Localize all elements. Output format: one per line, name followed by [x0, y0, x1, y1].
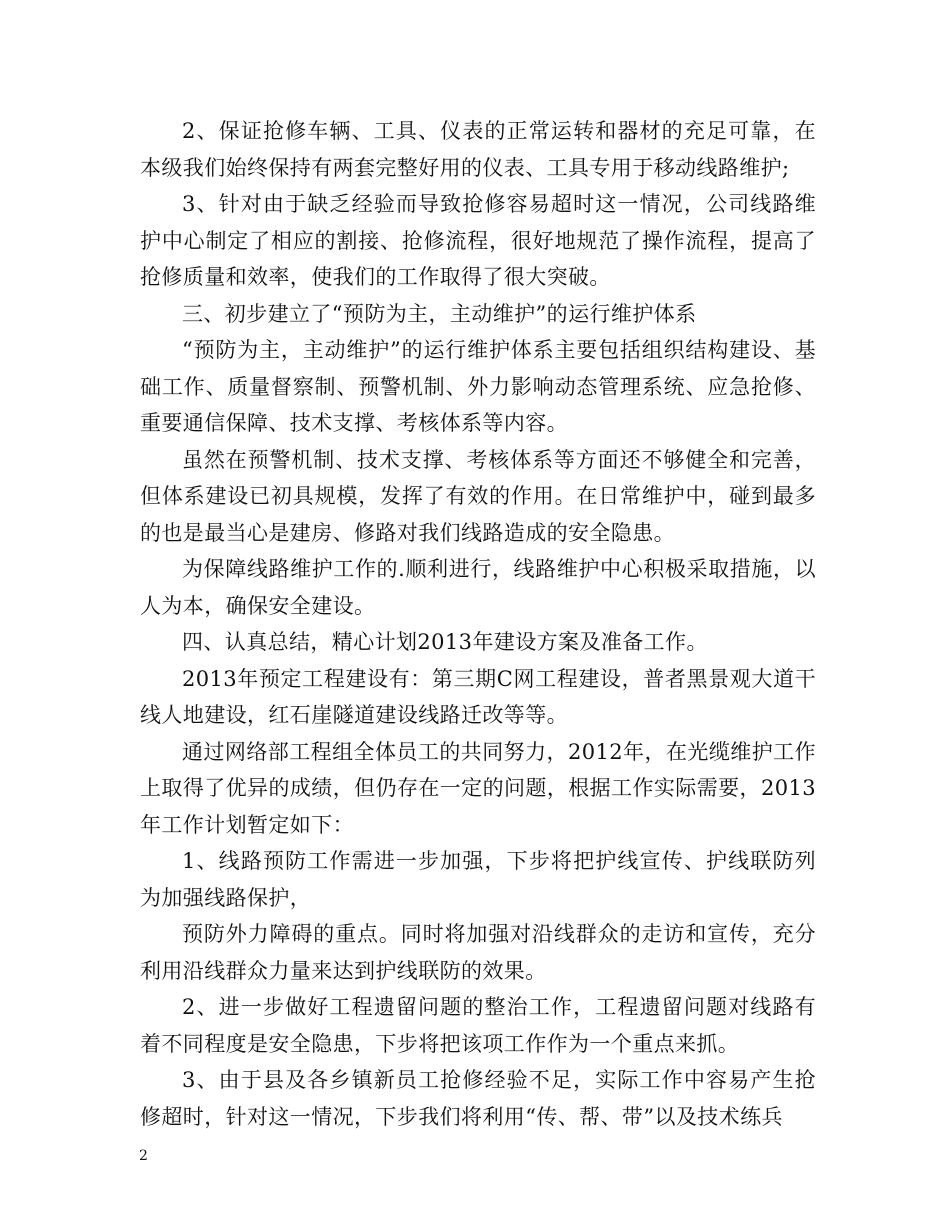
page-number: 2: [139, 1148, 148, 1164]
paragraph-11: 预防外力障碍的重点。同时将加强对沿线群众的走访和宣传，充分利用沿线群众力量来达到护线联防的效果。: [140, 922, 816, 983]
paragraph-6: 为保障线路维护工作的.顺利进行，线路维护中心积极采取措施，以人为本，确保安全建设。: [140, 557, 816, 618]
paragraph-4: “预防为主，主动维护”的运行维护体系主要包括组织结构建设、基础工作、质量督察制、预警机制、外力影响动态管理系统、应急抢修、重要通信保障、技术支撑、考核体系等内容。: [140, 338, 816, 435]
paragraph-13: 3、由于县及各乡镇新员工抢修经验不足，实际工作中容易产生抢修超时，针对这一情况，下步我们将利用“传、帮、带”以及技术练兵: [140, 1068, 816, 1129]
paragraph-9: 通过网络部工程组全体员工的共同努力，2012年，在光缆维护工作上取得了优异的成绩，但仍存在一定的问题，根据工作实际需要，2013年工作计划暂定如下：: [140, 739, 816, 837]
paragraph-5: 虽然在预警机制、技术支撑、考核体系等方面还不够健全和完善，但体系建设已初具规模，发挥了有效的作用。在日常维护中，碰到最多的也是最当心是建房、修路对我们线路造成的安全隐患。: [140, 447, 816, 545]
section-heading-3: 三、初步建立了“预防为主，主动维护”的运行维护体系: [182, 301, 697, 326]
document-body: [140, 113, 816, 1135]
paragraph-8: 2013年预定工程建设有：第三期C网工程建设，普者黑景观大道干线人地建设，红石崖隧道建设线路迁改等等。: [140, 666, 816, 727]
paragraph-12: 2、进一步做好工程遗留问题的整治工作，工程遗留问题对线路有着不同程度是安全隐患，下步将把该项工作作为一个重点来抓。: [140, 995, 816, 1056]
paragraph-2: 3、针对由于缺乏经验而导致抢修容易超时这一情况，公司线路维护中心制定了相应的割接、抢修流程，很好地规范了操作流程，提高了抢修质量和效率，使我们的工作取得了很大突破。: [140, 192, 816, 289]
section-heading-4: 四、认真总结，精心计划2013年建设方案及准备工作。: [182, 630, 708, 654]
paragraph-1: 2、保证抢修车辆、工具、仪表的正常运转和器材的充足可靠，在本级我们始终保持有两套完整好用的仪表、工具专用于移动线路维护;: [140, 119, 816, 180]
paragraph-10: 1、线路预防工作需进一步加强，下步将把护线宣传、护线联防列为加强线路保护，: [140, 849, 816, 910]
